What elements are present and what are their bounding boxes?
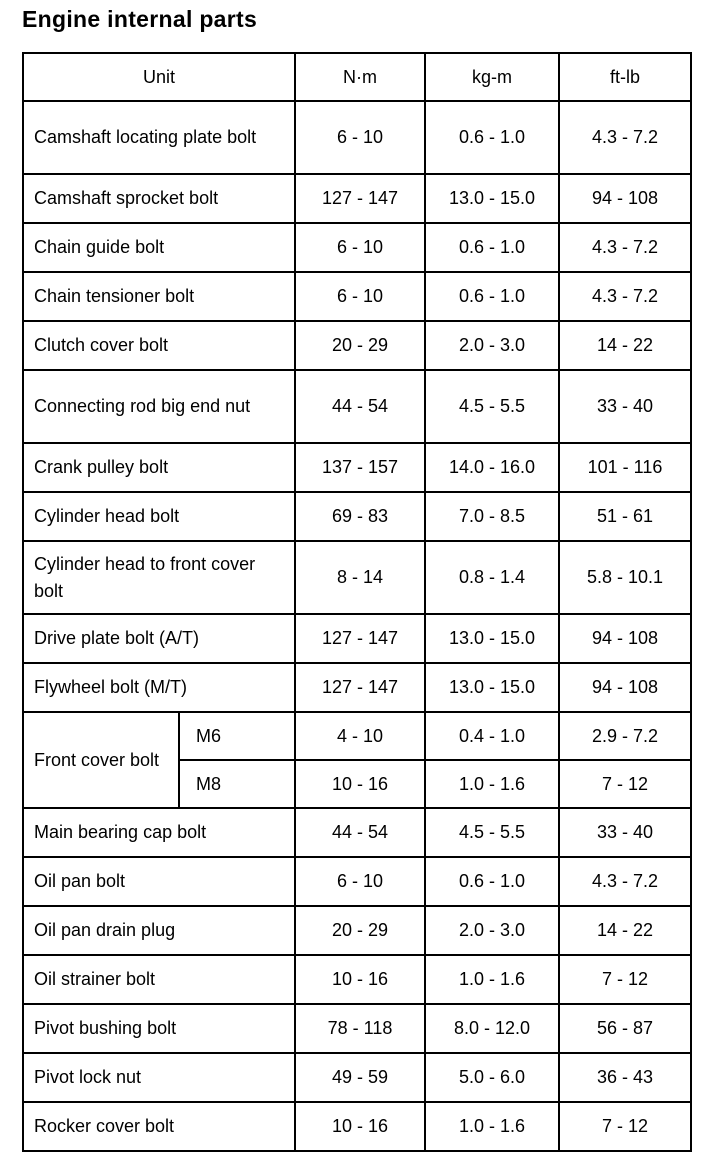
table-row	[23, 906, 691, 955]
ftlb-cell: 4.3 - 7.2	[559, 101, 691, 174]
table-row	[23, 1102, 691, 1151]
table-row	[23, 321, 691, 370]
nm-cell: 44 - 54	[295, 808, 425, 857]
table-row	[23, 808, 691, 857]
table-row	[23, 712, 691, 760]
header-kgm: kg-m	[425, 53, 559, 101]
nm-cell: 4 - 10	[295, 712, 425, 760]
table-row	[23, 614, 691, 663]
kgm-cell: 8.0 - 12.0	[425, 1004, 559, 1053]
nm-cell: 6 - 10	[295, 223, 425, 272]
header-nm: N·m	[295, 53, 425, 101]
unit-cell: Oil strainer bolt	[23, 955, 295, 1004]
kgm-cell: 13.0 - 15.0	[425, 614, 559, 663]
nm-cell: 127 - 147	[295, 174, 425, 223]
nm-cell: 137 - 157	[295, 443, 425, 492]
nm-cell: 6 - 10	[295, 272, 425, 321]
unit-cell: Flywheel bolt (M/T)	[23, 663, 295, 712]
header-unit: Unit	[23, 53, 295, 101]
table-row	[23, 541, 691, 614]
ftlb-cell: 94 - 108	[559, 663, 691, 712]
nm-cell: 6 - 10	[295, 101, 425, 174]
kgm-cell: 4.5 - 5.5	[425, 370, 559, 443]
nm-cell: 49 - 59	[295, 1053, 425, 1102]
nm-cell: 44 - 54	[295, 370, 425, 443]
table-row	[23, 492, 691, 541]
unit-cell: Pivot lock nut	[23, 1053, 295, 1102]
kgm-cell: 0.6 - 1.0	[425, 223, 559, 272]
nm-cell: 10 - 16	[295, 760, 425, 808]
ftlb-cell: 2.9 - 7.2	[559, 712, 691, 760]
unit-cell: Crank pulley bolt	[23, 443, 295, 492]
kgm-cell: 4.5 - 5.5	[425, 808, 559, 857]
ftlb-cell: 7 - 12	[559, 955, 691, 1004]
header-ftlb: ft-lb	[559, 53, 691, 101]
table-row	[23, 223, 691, 272]
nm-cell: 10 - 16	[295, 955, 425, 1004]
unit-cell: Camshaft locating plate bolt	[23, 101, 295, 174]
kgm-cell: 0.6 - 1.0	[425, 857, 559, 906]
page-title: Engine internal parts	[22, 6, 258, 32]
kgm-cell: 2.0 - 3.0	[425, 321, 559, 370]
kgm-cell: 13.0 - 15.0	[425, 174, 559, 223]
unit-cell: Chain guide bolt	[23, 223, 295, 272]
table-row	[23, 955, 691, 1004]
unit-cell: Main bearing cap bolt	[23, 808, 295, 857]
kgm-cell: 7.0 - 8.5	[425, 492, 559, 541]
table-row	[23, 272, 691, 321]
nm-cell: 127 - 147	[295, 614, 425, 663]
table-row	[23, 443, 691, 492]
table-row	[23, 857, 691, 906]
ftlb-cell: 7 - 12	[559, 760, 691, 808]
nm-cell: 20 - 29	[295, 906, 425, 955]
unit-cell: Chain tensioner bolt	[23, 272, 295, 321]
unit-cell: Drive plate bolt (A/T)	[23, 614, 295, 663]
kgm-cell: 0.8 - 1.4	[425, 541, 559, 614]
kgm-cell: 0.6 - 1.0	[425, 272, 559, 321]
ftlb-cell: 51 - 61	[559, 492, 691, 541]
ftlb-cell: 33 - 40	[559, 808, 691, 857]
unit-cell: Front cover bolt	[23, 712, 179, 808]
ftlb-cell: 4.3 - 7.2	[559, 857, 691, 906]
nm-cell: 10 - 16	[295, 1102, 425, 1151]
ftlb-cell: 14 - 22	[559, 906, 691, 955]
kgm-cell: 0.4 - 1.0	[425, 712, 559, 760]
table-row	[23, 370, 691, 443]
unit-cell: Clutch cover bolt	[23, 321, 295, 370]
kgm-cell: 1.0 - 1.6	[425, 955, 559, 1004]
table-row	[23, 1053, 691, 1102]
ftlb-cell: 56 - 87	[559, 1004, 691, 1053]
table-row	[23, 101, 691, 174]
sub-unit-cell: M6	[179, 712, 295, 760]
nm-cell: 8 - 14	[295, 541, 425, 614]
unit-cell: Camshaft sprocket bolt	[23, 174, 295, 223]
ftlb-cell: 4.3 - 7.2	[559, 223, 691, 272]
kgm-cell: 5.0 - 6.0	[425, 1053, 559, 1102]
ftlb-cell: 5.8 - 10.1	[559, 541, 691, 614]
ftlb-cell: 36 - 43	[559, 1053, 691, 1102]
nm-cell: 78 - 118	[295, 1004, 425, 1053]
unit-cell: Cylinder head bolt	[23, 492, 295, 541]
nm-cell: 69 - 83	[295, 492, 425, 541]
unit-cell: Cylinder head to front cover bolt	[23, 541, 295, 614]
table-row	[23, 1004, 691, 1053]
torque-table	[22, 52, 692, 1152]
kgm-cell: 14.0 - 16.0	[425, 443, 559, 492]
kgm-cell: 1.0 - 1.6	[425, 1102, 559, 1151]
ftlb-cell: 101 - 116	[559, 443, 691, 492]
header-row	[23, 53, 691, 101]
nm-cell: 20 - 29	[295, 321, 425, 370]
unit-cell: Rocker cover bolt	[23, 1102, 295, 1151]
kgm-cell: 1.0 - 1.6	[425, 760, 559, 808]
kgm-cell: 2.0 - 3.0	[425, 906, 559, 955]
nm-cell: 127 - 147	[295, 663, 425, 712]
table-row	[23, 174, 691, 223]
sub-unit-cell: M8	[179, 760, 295, 808]
unit-cell: Oil pan bolt	[23, 857, 295, 906]
ftlb-cell: 33 - 40	[559, 370, 691, 443]
kgm-cell: 13.0 - 15.0	[425, 663, 559, 712]
ftlb-cell: 7 - 12	[559, 1102, 691, 1151]
unit-cell: Pivot bushing bolt	[23, 1004, 295, 1053]
ftlb-cell: 4.3 - 7.2	[559, 272, 691, 321]
ftlb-cell: 94 - 108	[559, 614, 691, 663]
kgm-cell: 0.6 - 1.0	[425, 101, 559, 174]
ftlb-cell: 14 - 22	[559, 321, 691, 370]
unit-cell: Oil pan drain plug	[23, 906, 295, 955]
unit-cell: Connecting rod big end nut	[23, 370, 295, 443]
table-row	[23, 663, 691, 712]
ftlb-cell: 94 - 108	[559, 174, 691, 223]
nm-cell: 6 - 10	[295, 857, 425, 906]
